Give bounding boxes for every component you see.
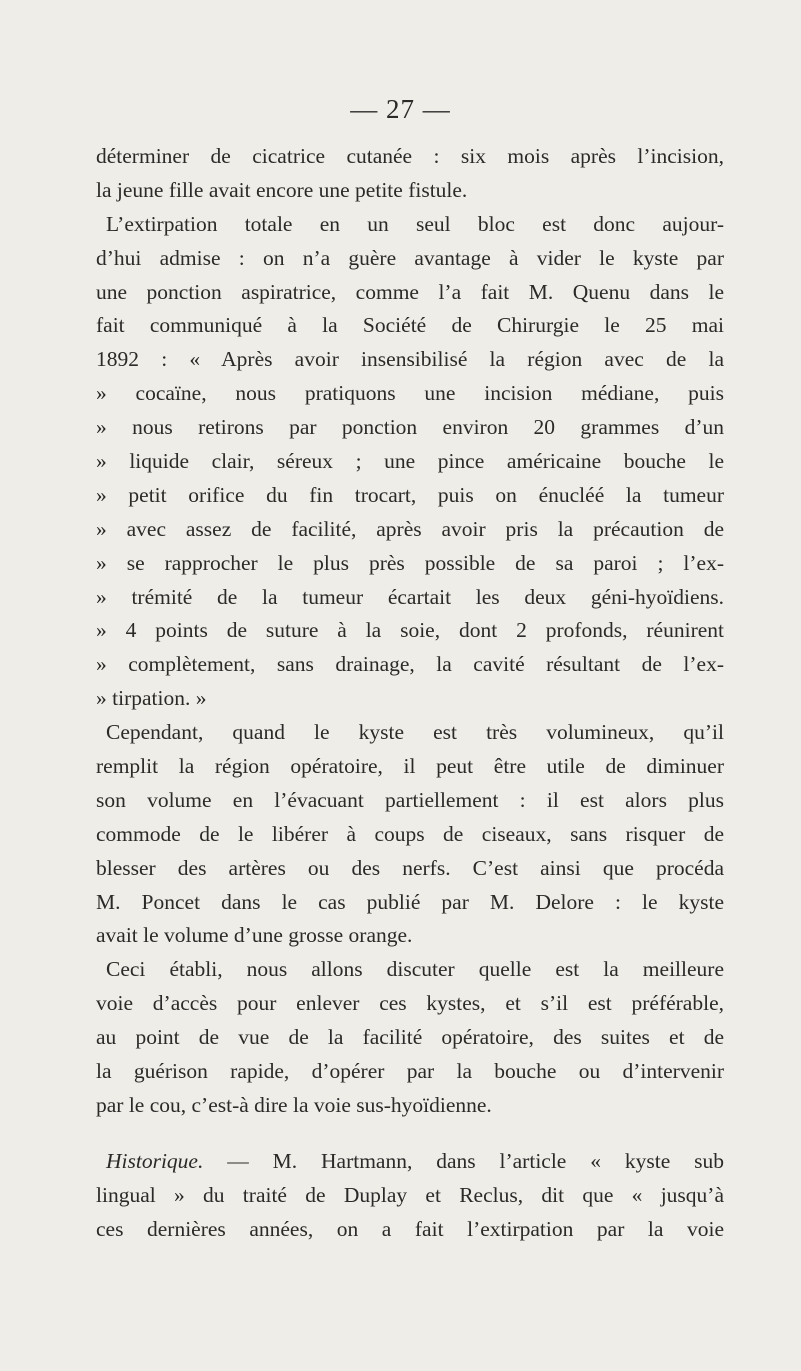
text-line: voie d’accès pour enlever ces kystes, et s’il est préférable, [96,991,724,1016]
text-line: » se rapprocher le plus près possible de sa paroi ; l’ex- [96,550,724,575]
text-line: » complètement, sans drainage, la cavité résultant de l’ex- [96,652,724,677]
text-line: L’extirpation totale en un seul bloc est donc aujour- [106,211,724,236]
text-line: la guérison rapide, d’opérer par la bouche ou d’intervenir [96,1059,724,1084]
text-line: 1892 : « Après avoir insensibilisé la région avec de la [96,347,724,372]
paragraph-gap [96,1123,724,1145]
text-line-rest: — M. Hartmann, dans l’article « kyste sub [203,1148,724,1173]
text-line: M. Poncet dans le cas publié par M. Delore : le kyste [96,889,724,914]
text-line: ces dernières années, on a fait l’extirpation par la voie [96,1216,724,1241]
text-line: une ponction aspiratrice, comme l’a fait M. Quenu dans le [96,279,724,304]
text-line: remplit la région opératoire, il peut être utile de diminuer [96,754,724,779]
text-line: la jeune fille avait encore une petite fistule. [96,177,468,202]
text-line: Cependant, quand le kyste est très volumineux, qu’il [106,720,724,745]
text-line: » trémité de la tumeur écartait les deux géni-hyoïdiens. [96,584,724,609]
text-line: » cocaïne, nous pratiquons une incision médiane, puis [96,381,724,406]
text-line: par le cou, c’est-à dire la voie sus-hyoïdienne. [96,1092,492,1117]
text-line: au point de vue de la facilité opératoire, des suites et de [96,1025,724,1050]
text-line: » nous retirons par ponction environ 20 grammes d’un [96,415,724,440]
page-number: — 27 — [350,94,451,124]
text-line: commode de le libérer à coups de ciseaux, sans risquer de [96,821,724,846]
text-line: avait le volume d’une grosse orange. [96,923,413,948]
text-line: Ceci établi, nous allons discuter quelle est la meilleure [106,957,724,982]
text-line: » tirpation. » [96,686,207,711]
text-line: » avec assez de facilité, après avoir pris la précaution de [96,516,724,541]
text-line: son volume en l’évacuant partiellement : il est alors plus [96,787,724,812]
text-line: d’hui admise : on n’a guère avantage à vider le kyste par [96,245,724,270]
text-line: » 4 points de suture à la soie, dont 2 profonds, réunirent [96,618,724,643]
text-line [96,1145,724,1179]
text-line: blesser des artères ou des nerfs. C’est ainsi que procéda [96,855,724,880]
text-line: déterminer de cicatrice cutanée : six mois après l’incision, [96,144,724,168]
text-line: lingual » du traité de Duplay et Reclus, dit que « jusqu’à [96,1182,724,1207]
text-line: » petit orifice du fin trocart, puis on énucléé la tumeur [96,482,724,507]
section-heading: Historique. [106,1148,204,1173]
body-text [96,140,724,1247]
text-line: » liquide clair, séreux ; une pince américaine bouche le [96,449,724,474]
text-line: fait communiqué à la Société de Chirurgie le 25 mai [96,313,724,338]
